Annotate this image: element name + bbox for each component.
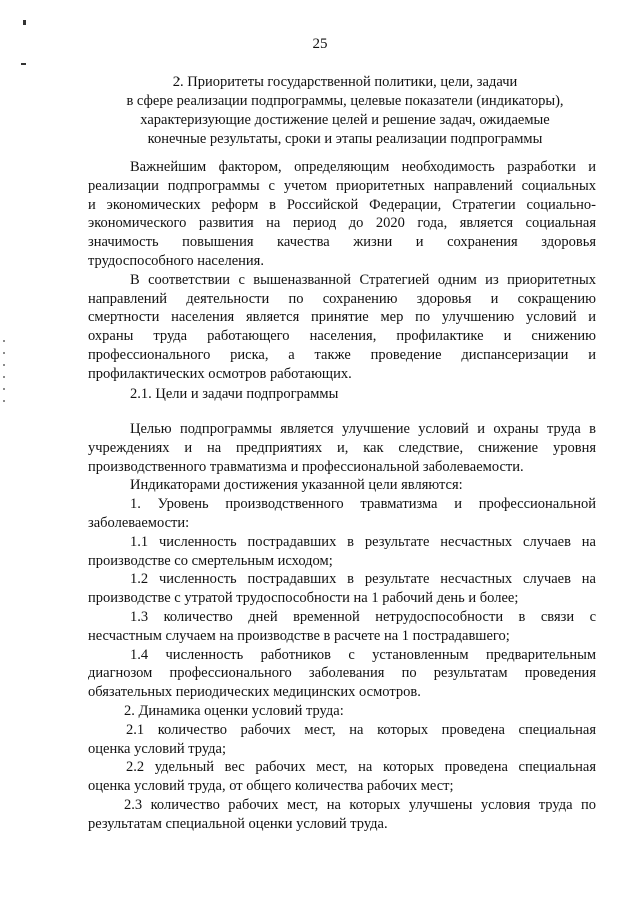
scan-mark-top	[23, 20, 26, 25]
text-line: реализации подпрограммы с учетом приоритетных направлений социальных	[88, 177, 596, 194]
text-line: 1.4 численность работников с установленным предварительным	[130, 646, 596, 663]
text-line: оценка условий труда;	[88, 740, 227, 757]
text-line: и экономических реформ в Российской Федерации, Стратегии социально-	[88, 196, 596, 213]
scan-dot	[3, 388, 5, 390]
indicator-item-1-3	[88, 608, 596, 646]
indicator-item-2	[88, 702, 596, 721]
text-line: несчастным случаем на производстве в расчете на 1 пострадавшего;	[88, 627, 510, 644]
text-line: оценка условий труда, от общего количества рабочих мест;	[88, 778, 454, 795]
text-line: охраны труда работающего населения, профилактике и снижению	[88, 328, 596, 345]
text-line: направлений деятельности по сохранению здоровья и сокращению	[88, 290, 596, 307]
text-line: Целью подпрограммы является улучшение условий и охраны труда в	[130, 421, 596, 437]
scan-dot	[3, 400, 5, 402]
scan-mark-dash	[21, 63, 26, 65]
scan-dot	[3, 376, 5, 378]
text-line: обязательных периодических медицинских осмотров.	[88, 684, 421, 701]
indicator-item-2-2	[88, 758, 596, 796]
heading-line: конечные результаты, сроки и этапы реализации подпрограммы	[147, 131, 543, 147]
text-line: трудоспособного населения.	[88, 252, 264, 269]
text-line: профессионального риска, а также проведение диспансеризации и	[88, 346, 596, 363]
text-line: учреждениях и на предприятиях и, как следствие, снижение уровня	[88, 439, 596, 456]
text-line: профилактических осмотров работающих.	[88, 365, 352, 382]
text-line: В соответствии с вышеназванной Стратегией одним из приоритетных	[130, 271, 596, 288]
indicator-item-2-3	[88, 796, 596, 834]
indicator-item-1	[88, 495, 596, 533]
text-line: смертности населения является принятие мер по улучшению условий и	[88, 309, 596, 326]
paragraph-goal	[88, 420, 596, 476]
scan-dot	[3, 352, 5, 354]
subsection-title: 2.1. Цели и задачи подпрограммы	[130, 386, 339, 402]
paragraph-key-factor	[88, 158, 596, 271]
paragraph-strategy	[88, 271, 596, 384]
indicator-item-1-4	[88, 646, 596, 702]
text-line: производстве со смертельным исходом;	[88, 552, 333, 569]
text-line: производственного травматизма и профессиональной заболеваемости.	[88, 458, 524, 475]
text-line: результатам специальной оценки условий труда.	[88, 815, 388, 832]
indicator-item-1-1	[88, 533, 596, 571]
text-line: экономического развития на период до 2020 года, является социальная	[88, 215, 596, 232]
section-body-1	[88, 158, 596, 384]
text-line: заболеваемости:	[88, 514, 190, 531]
text-line: 2. Динамика оценки условий труда:	[124, 702, 344, 719]
page-number: 25	[312, 36, 328, 52]
text-line: 1.2 численность пострадавших в результате несчастных случаев на	[130, 571, 596, 588]
indicator-item-1-2	[88, 570, 596, 608]
text-line: 2.3 количество рабочих мест, на которых улучшены условия труда по	[124, 796, 596, 813]
text-line: Важнейшим фактором, определяющим необходимость разработки и	[130, 159, 596, 175]
indicators-intro	[88, 476, 596, 495]
heading-line: 2. Приоритеты государственной политики, цели, задачи	[172, 74, 518, 90]
text-line: Индикаторами достижения указанной цели являются:	[130, 477, 463, 494]
section-heading	[100, 73, 590, 149]
scan-dot	[3, 340, 5, 342]
text-line: производстве с утратой трудоспособности на 1 рабочий день и более;	[88, 590, 519, 607]
text-line: 1.3 количество дней временной нетрудоспособности в связи с	[130, 608, 596, 625]
section-body-2	[88, 420, 596, 834]
heading-line: в сфере реализации подпрограммы, целевые показатели (индикаторы),	[126, 93, 564, 109]
scan-dot	[3, 364, 5, 366]
heading-line: характеризующие достижение целей и решение задач, ожидаемые	[140, 112, 550, 128]
text-line: 2.1 количество рабочих мест, на которых проведена специальная	[126, 721, 596, 738]
text-line: 2.2 удельный вес рабочих мест, на которых проведена специальная	[126, 759, 596, 776]
text-line: 1.1 численность пострадавших в результате несчастных случаев на	[130, 533, 596, 550]
indicator-item-2-1	[88, 721, 596, 759]
text-line: 1. Уровень производственного травматизма и профессиональной	[130, 496, 596, 513]
text-line: диагнозом профессионального заболевания по результатам проведения	[88, 665, 596, 682]
text-line: значимость повышения качества жизни и сохранения здоровья	[88, 234, 596, 251]
